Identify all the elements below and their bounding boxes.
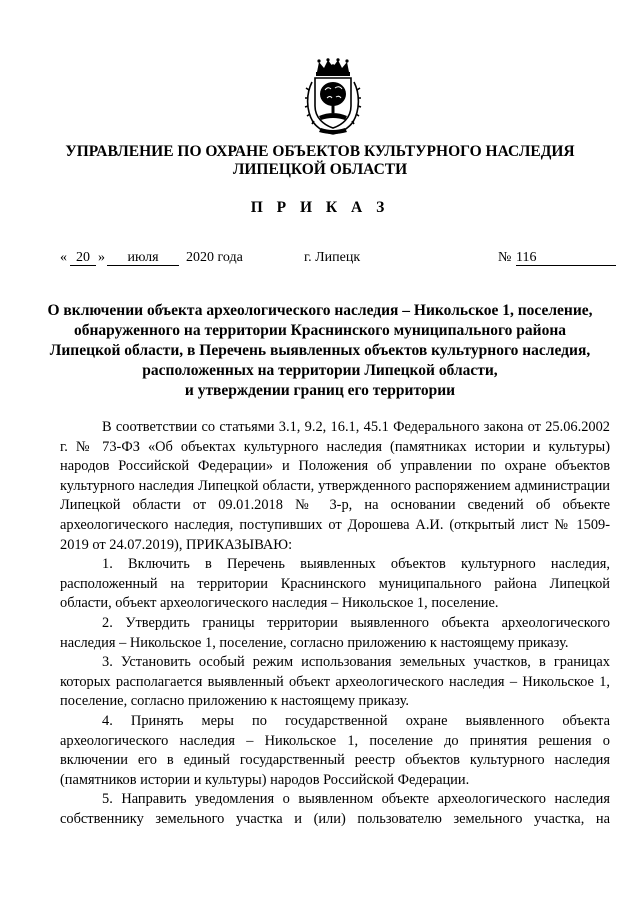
order-number-value: 116 (516, 250, 537, 265)
ribbon-icon (319, 128, 347, 134)
number-sign: № (498, 250, 512, 265)
date-month (107, 250, 179, 266)
order-title-line1: О включении объекта археологического наследия – Никольское 1, поселение, (47, 302, 593, 319)
date-number-row (0, 250, 640, 270)
date-day-value: 20 (76, 250, 90, 265)
crown-icon (316, 58, 350, 76)
order-number (516, 250, 616, 266)
preamble-paragraph: В соответствии со статьями 3.1, 9.2, 16.1, 45.1 Федерального закона от 25.06.2002 г. № 73-ФЗ «Об объектах культурного наследия (памятниках истории и культуры) народов Российской Федерации» и Положения об управлении по охране объектов культурного наследия Липецкой области, утвержденного распоряжением администрации Липецкой области от 09.01.2018 № 3-р, на основании сведений об объекте археологического наследия, поступивших от Дорошева А.И. (открытый лист № 1509-2019 от 24.07.2019), ПРИКАЗЫВАЮ: (60, 419, 610, 553)
date-year: 2020 года (186, 250, 243, 265)
order-title-line4: расположенных на территории Липецкой области, (142, 362, 498, 379)
order-title-line3: Липецкой области, в Перечень выявленных объектов культурного наследия, (49, 342, 591, 359)
city: г. Липецк (304, 250, 361, 265)
order-item-5: 5. Направить уведомления о выявленном объекте археологического наследия собственнику земельного участка и (или) пользователю земельного участка, на (60, 791, 610, 827)
order-item-3: 3. Установить особый режим использования земельных участков, в границах которых располагается выявленный объект археологического наследия – Никольское 1, поселение, согласно приложению к настоящему приказу. (60, 654, 610, 710)
document-type: П Р И К А З (250, 199, 390, 216)
coat-of-arms-emblem (303, 58, 363, 136)
shield-icon (315, 78, 351, 128)
date-month-value: июля (127, 250, 159, 265)
order-item-4: 4. Принять меры по государственной охране выявленного объекта археологического наследия – Никольское 1, поселение до принятия решения о включении его в единый государственный реестр объектов культурного наследия (памятников истории и культуры) народов Российской Федерации. (60, 712, 610, 788)
date-open-quote: « (60, 250, 67, 265)
order-body (60, 418, 610, 829)
organization-name (0, 143, 640, 179)
date-day (70, 250, 96, 266)
date-close-quote: » (98, 250, 105, 265)
order-title-line5: и утверждении границ его территории (184, 382, 456, 399)
order-item-2: 2. Утвердить границы территории выявленного объекта археологического наследия – Никольское 1, поселение, согласно приложению к настоящему приказу. (60, 614, 610, 651)
organization-name-line1: УПРАВЛЕНИЕ ПО ОХРАНЕ ОБЪЕКТОВ КУЛЬТУРНОГО НАСЛЕДИЯ (65, 143, 575, 160)
order-title-line2: обнаруженного на территории Краснинского муниципального района (73, 322, 567, 339)
order-item-1: 1. Включить в Перечень выявленных объектов культурного наследия, расположенный на территории Краснинского муниципального района Липецкой области, объект археологического наследия – Никольское 1, поселение. (60, 556, 610, 612)
order-title (30, 301, 610, 401)
organization-name-line2: ЛИПЕЦКОЙ ОБЛАСТИ (232, 161, 408, 178)
